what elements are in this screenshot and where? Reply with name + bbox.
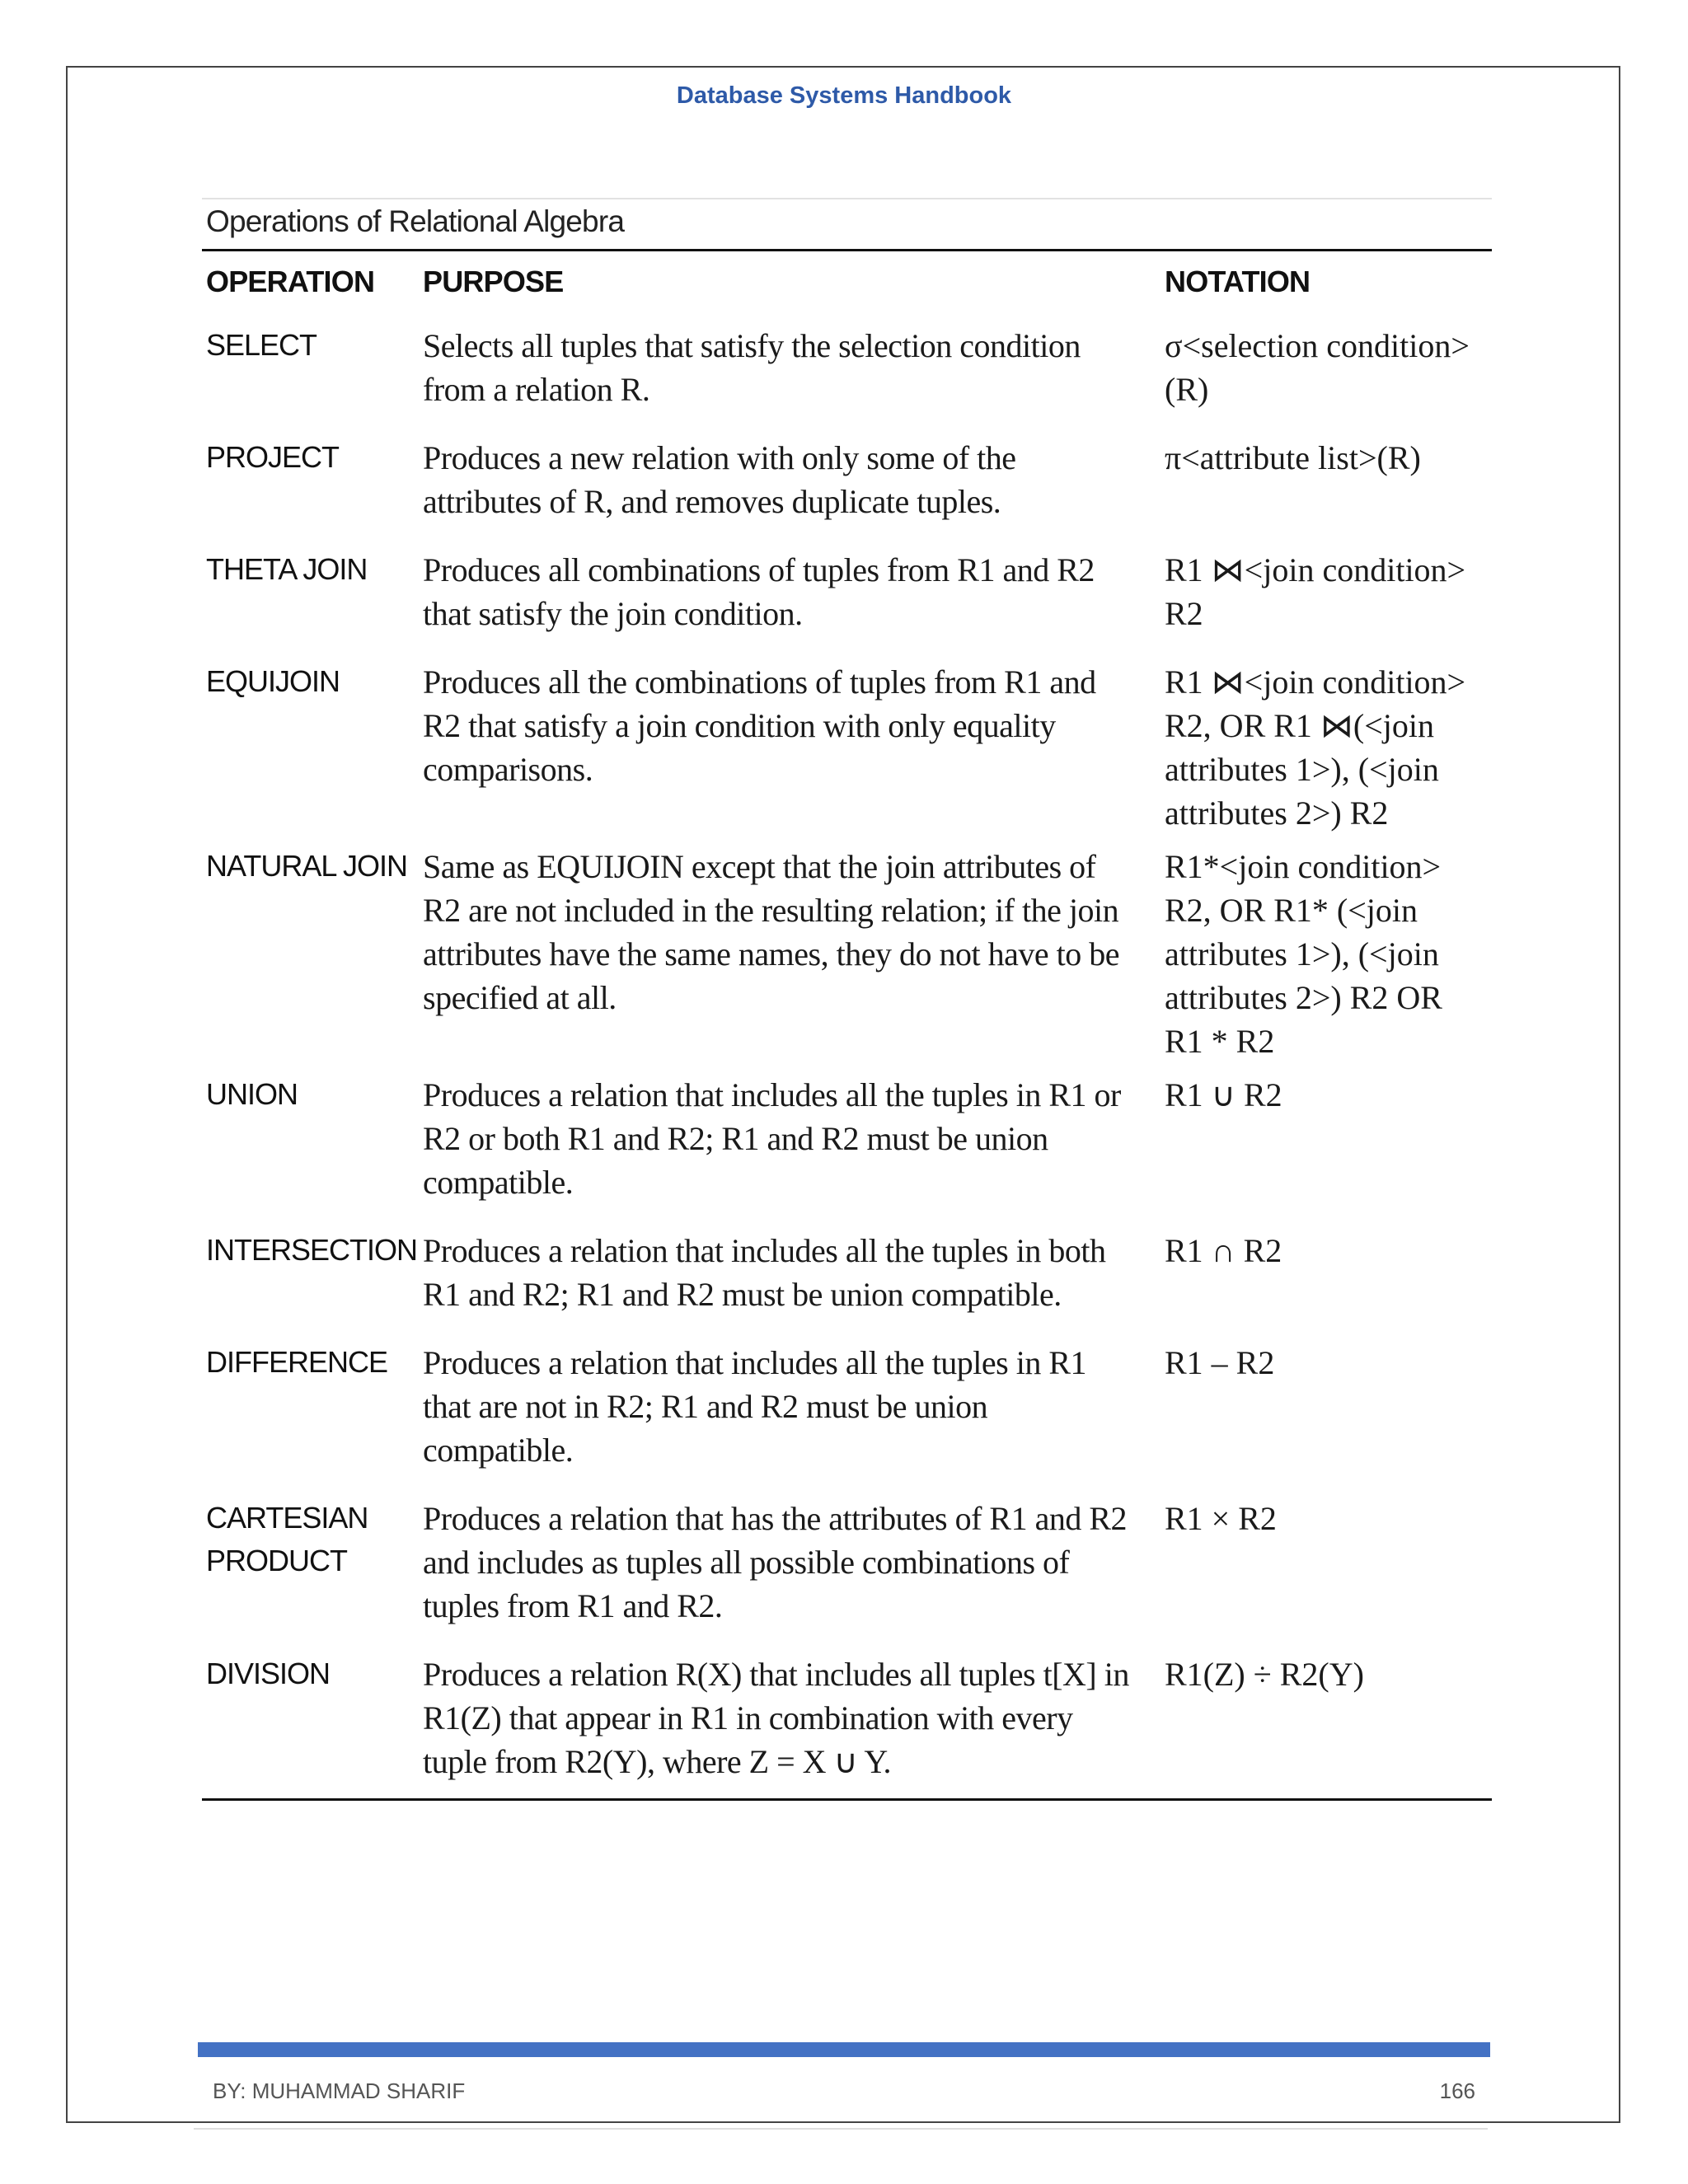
footer-author: BY: MUHAMMAD SHARIF [213, 2079, 466, 2103]
page-number: 166 [1439, 2079, 1475, 2103]
operations-table [202, 251, 1492, 1798]
purpose-cell: Produces all the combinations of tuples from R1 and R2 that satisfy a join condition with only equality comparisons. [423, 663, 1096, 788]
column-header-operation: OPERATION [206, 265, 375, 298]
column-header-notation: NOTATION [1165, 265, 1311, 298]
table-row [202, 1487, 1492, 1643]
purpose-cell: Same as EQUIJOIN except that the join attributes of R2 are not included in the resulting relation; if the join attributes have the same names, they do not have to be specified at all. [423, 848, 1119, 1016]
operation-cell: PROJECT [206, 440, 340, 474]
header-row [202, 251, 1492, 314]
table-bottom-rule [202, 1798, 1492, 1801]
notation-cell: R1 ⋈<join condition> R2, OR R1 ⋈(<join attributes 1>), (<join attributes 2>) R2 [1165, 663, 1466, 832]
operation-cell: DIVISION [206, 1657, 331, 1690]
purpose-cell: Produces a relation that includes all the tuples in both R1 and R2; R1 and R2 must be union compatible. [423, 1232, 1106, 1313]
notation-cell: R1 ∪ R2 [1165, 1076, 1282, 1113]
table-row [202, 426, 1492, 538]
purpose-cell: Produces a relation that has the attributes of R1 and R2 and includes as tuples all possible combinations of tuples from R1 and R2. [423, 1500, 1128, 1624]
table-row [202, 835, 1492, 1063]
operation-cell: CARTESIAN PRODUCT [206, 1501, 368, 1577]
operation-cell: NATURAL JOIN [206, 849, 408, 883]
notation-cell: R1 – R2 [1165, 1344, 1275, 1381]
notation-cell: R1 ∩ R2 [1165, 1232, 1282, 1269]
table-row [202, 314, 1492, 426]
purpose-cell: Selects all tuples that satisfy the selection condition from a relation R. [423, 327, 1081, 408]
relational-algebra-table-block [202, 198, 1492, 1801]
notation-cell: σ<selection condition>(R) [1165, 327, 1470, 408]
table-row [202, 1331, 1492, 1487]
table-caption: Operations of Relational Algebra [206, 204, 625, 238]
notation-cell: R1*<join condition> R2, OR R1* (<join attributes 1>), (<join attributes 2>) R2 OR R1 * R2 [1165, 848, 1442, 1060]
table-row [202, 1643, 1492, 1798]
table-row [202, 650, 1492, 835]
table-row [202, 1063, 1492, 1219]
table-row [202, 538, 1492, 650]
purpose-cell: Produces a relation that includes all the tuples in R1 that are not in R2; R1 and R2 must be union compatible. [423, 1344, 1087, 1469]
purpose-cell: Produces a new relation with only some of the attributes of R, and removes duplicate tuples. [423, 439, 1016, 520]
notation-cell: R1 × R2 [1165, 1500, 1277, 1537]
notation-cell: R1(Z) ÷ R2(Y) [1165, 1656, 1364, 1693]
notation-cell: R1 ⋈<join condition> R2 [1165, 551, 1466, 632]
operation-cell: EQUIJOIN [206, 664, 340, 698]
operation-cell: INTERSECTION [206, 1233, 418, 1267]
operation-cell: SELECT [206, 328, 317, 362]
operation-cell: UNION [206, 1077, 298, 1111]
purpose-cell: Produces all combinations of tuples from R1 and R2 that satisfy the join condition. [423, 551, 1095, 632]
purpose-cell: Produces a relation R(X) that includes all tuples t[X] in R1(Z) that appear in R1 in combination with every tuple from R2(Y), where Z = X ∪ Y. [423, 1656, 1129, 1780]
purpose-cell: Produces a relation that includes all the tuples in R1 or R2 or both R1 and R2; R1 and R2 must be union compatible. [423, 1076, 1121, 1201]
operation-cell: THETA JOIN [206, 552, 368, 586]
running-header: Database Systems Handbook [676, 82, 1012, 109]
operation-cell: DIFFERENCE [206, 1345, 388, 1379]
notation-cell: π<attribute list>(R) [1165, 439, 1421, 476]
table-row [202, 1219, 1492, 1331]
footer-accent-bar [198, 2042, 1490, 2057]
footer-bottom-rule [194, 2128, 1488, 2130]
column-header-purpose: PURPOSE [423, 265, 564, 298]
